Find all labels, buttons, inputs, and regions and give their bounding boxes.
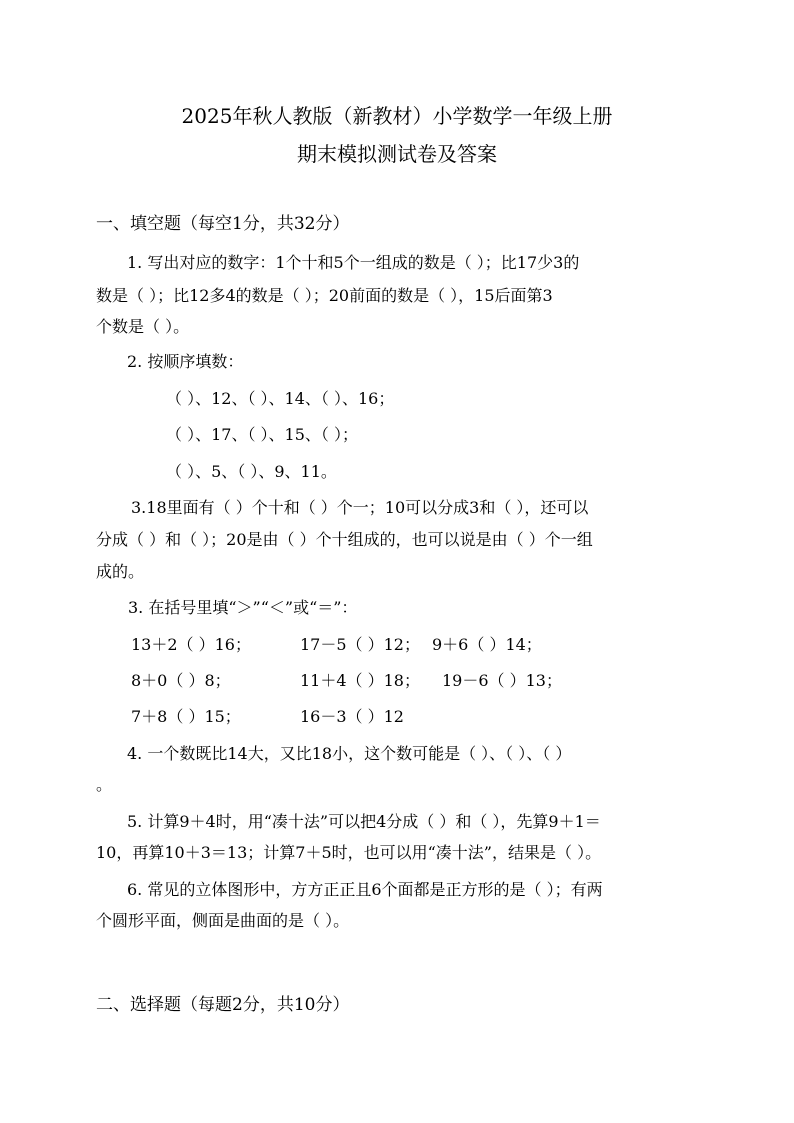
question-2-row-1: （ ）、12、（ ）、14、（ ）、16； [166, 389, 395, 408]
question-5-line-2: 10，再算10＋3＝13；计算7＋5时，也可以用“凑十法”，结果是（ ）。 [96, 843, 602, 862]
question-5-line-1: 5. 计算9＋4时，用“凑十法”可以把4分成（ ）和（ ），先算9＋1＝ [127, 812, 601, 831]
question-3a-line-1: 3.18里面有（ ）个十和（ ）个一；10可以分成3和（ ），还可以 [131, 498, 589, 517]
question-3a-line-2: 分成（ ）和（ ）；20是由（ ）个十组成的，也可以说是由（ ）个一组 [96, 530, 593, 549]
question-1-line-3: 个数是（ ）。 [96, 317, 190, 336]
compare-item: 8＋0（ ）8； [131, 671, 231, 690]
question-3b-label: 3. 在括号里填“＞”“＜”或“＝”： [128, 598, 358, 617]
question-6-line-2: 个圆形平面，侧面是曲面的是（ ）。 [96, 911, 350, 930]
compare-item: 17－5（ ）12； [300, 635, 420, 654]
compare-item: 13＋2（ ）16； [131, 635, 251, 654]
section-heading-multiple-choice: 二、选择题（每题2分，共10分） [96, 995, 350, 1015]
exam-subtitle: 期末模拟测试卷及答案 [297, 142, 497, 166]
compare-item: 11＋4（ ）18； [300, 671, 420, 690]
section-heading-fill-blank: 一、填空题（每空1分，共32分） [96, 214, 350, 234]
question-3a-line-3: 成的。 [96, 562, 145, 581]
question-4-line-1: 4. 一个数既比14大，又比18小，这个数可能是（ ）、（ ）、（ ） [127, 744, 572, 763]
question-2-row-2: （ ）、17、（ ）、15、（ ）； [166, 425, 358, 444]
compare-item: 9＋6（ ）14； [432, 635, 542, 654]
question-2-row-3: （ ）、5、（ ）、9、11。 [166, 462, 337, 481]
compare-item: 7＋8（ ）15； [131, 707, 241, 726]
question-1-line-1: 1. 写出对应的数字：1个十和5个一组成的数是（ ）；比17少3的 [127, 253, 580, 272]
question-1-line-2: 数是（ ）；比12多4的数是（ ）；20前面的数是（ ），15后面第3 [96, 286, 553, 305]
compare-item: 16－3（ ）12 [300, 707, 404, 726]
exam-title: 2025年秋人教版（新教材）小学数学一年级上册 [181, 104, 613, 128]
compare-item: 19－6（ ）13； [442, 671, 562, 690]
question-6-line-1: 6. 常见的立体图形中，方方正正且6个面都是正方形的是（ ）；有两 [127, 880, 603, 899]
question-4-line-2: 。 [96, 775, 113, 794]
question-2-label: 2. 按顺序填数： [127, 352, 244, 371]
